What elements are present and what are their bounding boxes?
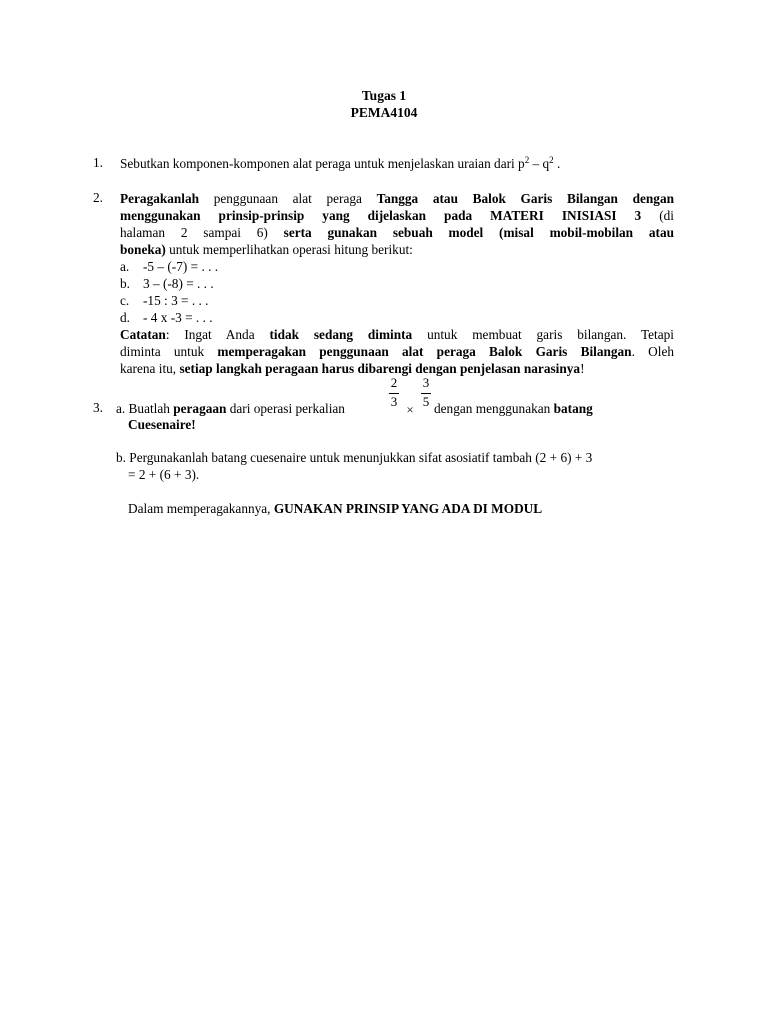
question-3b-line-2: = 2 + (6 + 3).: [128, 467, 200, 482]
question-1-number: 1.: [93, 155, 103, 170]
fraction-1-numerator: 2: [390, 375, 398, 390]
list-item-b: b.: [120, 276, 130, 291]
course-code: PEMA4104: [350, 105, 418, 120]
list-item-d-expr: - 4 x -3 = . . .: [143, 310, 213, 325]
question-1-text: Sebutkan komponen-komponen alat peraga untuk menjelaskan uraian dari $p^2 - q^2$ .: [120, 155, 561, 171]
assignment-title: Tugas 1: [361, 88, 407, 103]
list-item-d: d.: [120, 310, 130, 325]
question-3a-line-2: Cuesenaire!: [128, 417, 196, 432]
list-item-c-expr: -15 : 3 = . . .: [143, 293, 209, 308]
list-item-c: c.: [120, 293, 130, 308]
question-3a-text: a. Buatlah peragaan dari operasi perkalian: [116, 401, 345, 416]
times-sign: ×: [406, 402, 414, 417]
note-line-2: diminta untuk memperagakan penggunaan alat peraga Balok Garis Bilangan. Oleh: [120, 344, 674, 359]
question-2-line-2: menggunakan prinsip-prinsip yang dijelaskan pada MATERI INISIASI 3 (di: [120, 208, 674, 223]
list-item-b-expr: 3 – (-8) = . . .: [143, 276, 214, 291]
fraction-2-numerator: 3: [422, 375, 430, 390]
fraction-2-denominator: 5: [422, 394, 430, 409]
note-line-3: karena itu, setiap langkah peragaan harus dibarengi dengan penjelasan narasinya!: [120, 361, 585, 376]
list-item-a-expr: -5 – (-7) = . . .: [143, 259, 219, 274]
question-2-line-3: halaman 2 sampai 6) serta gunakan sebuah model (misal mobil-mobilan atau: [120, 225, 674, 240]
question-2-number: 2.: [93, 190, 103, 205]
question-3b-line-1: b. Pergunakanlah batang cuesenaire untuk menunjukkan sifat asosiatif tambah (2 + 6) + 3: [116, 450, 593, 465]
list-item-a: a.: [120, 259, 130, 274]
note-line-1: Catatan: Ingat Anda tidak sedang diminta untuk membuat garis bilangan. Tetapi: [120, 327, 674, 342]
closing-instruction: Dalam memperagakannya, GUNAKAN PRINSIP YANG ADA DI MODUL: [128, 501, 543, 516]
fraction-1-denominator: 3: [390, 394, 398, 409]
question-2-line-1: Peragakanlah penggunaan alat peraga Tangga atau Balok Garis Bilangan dengan: [120, 191, 674, 206]
question-2-line-4: boneka) untuk memperlihatkan operasi hitung berikut:: [120, 242, 413, 257]
question-3-number: 3.: [93, 400, 103, 415]
question-3a-text-end: dengan menggunakan batang: [434, 401, 593, 416]
